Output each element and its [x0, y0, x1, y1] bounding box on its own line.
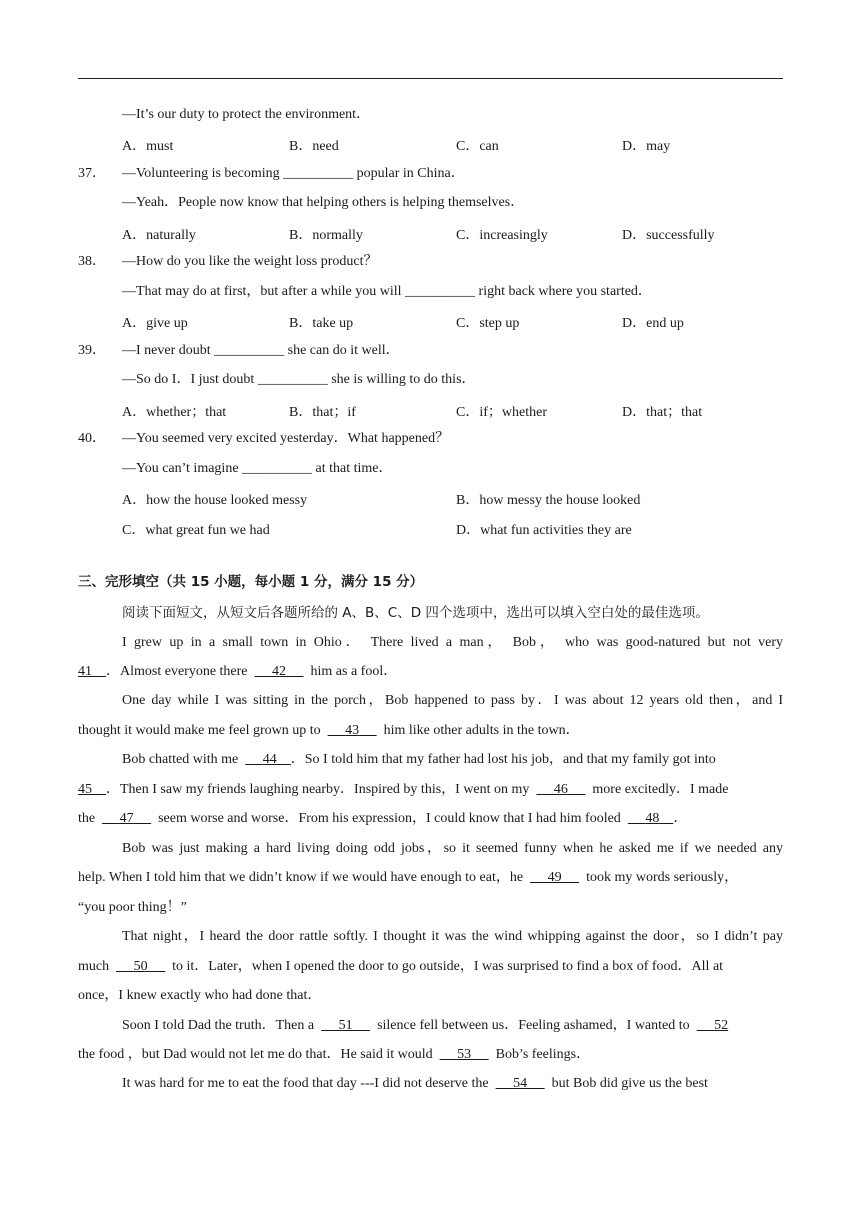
q37-option-c: C．increasingly: [456, 228, 548, 243]
blank-46: 46: [553, 782, 568, 797]
passage-line: once，I knew exactly who had done that．: [78, 988, 322, 1003]
q37-option-b: B．normally: [289, 228, 363, 243]
passage-line: “you poor thing！”: [78, 900, 187, 915]
blank-48: 48: [645, 811, 660, 826]
q40-number: 40．: [78, 431, 106, 446]
q40-option-a: A．how the house looked messy: [122, 493, 308, 508]
q36-option-d: D．may: [622, 139, 671, 154]
q38-answer: —That may do at first，but after a while you will __________ right back where you started．: [122, 284, 652, 299]
q40-option-c: C．what great fun we had: [122, 523, 270, 538]
passage-line: One day while I was sitting in the porch，Bob happened to pass by．I was about 12 years old then，and I: [122, 693, 783, 708]
q38-number: 38．: [78, 254, 106, 269]
passage-line: the 47 seem worse and worse．From his expression，I could know that I had him fooled 48 ．: [78, 811, 688, 826]
q39-number: 39．: [78, 343, 106, 358]
passage-line: It was hard for me to eat the food that day ---I did not deserve the 54 but Bob did give us the best: [122, 1076, 708, 1091]
q40-prompt: —You seemed very excited yesterday．What happened？: [122, 431, 450, 446]
passage-line: much 50 to it．Later，when I opened the door to go outside，I was surprised to find a box of food．All at: [78, 959, 724, 974]
q40-answer: —You can’t imagine __________ at that time．: [122, 461, 393, 476]
q38-option-d: D．end up: [622, 316, 684, 331]
q36-option-b: B．need: [289, 139, 339, 154]
q40-option-d: D．what fun activities they are: [456, 523, 632, 538]
passage-line: That night，I heard the door rattle softly. I thought it was the wind whipping against the door，so I didn’t pay: [122, 929, 783, 944]
blank-53: 53: [457, 1047, 472, 1062]
q38-option-c: C．step up: [456, 316, 520, 331]
blank-43: 43: [345, 723, 360, 738]
blank-44: 44: [262, 752, 277, 767]
passage-line: 45 ．Then I saw my friends laughing nearby．Inspired by this，I went on my 46 more excitedly．I made: [78, 782, 729, 797]
q37-option-a: A．naturally: [122, 228, 196, 243]
q39-answer: —So do I．I just doubt __________ she is willing to do this．: [122, 372, 476, 387]
q39-option-c: C．if；whether: [456, 405, 547, 420]
q36-option-c: C．can: [456, 139, 499, 154]
q38-prompt: —How do you like the weight loss product？: [122, 254, 378, 269]
q37-number: 37．: [78, 166, 106, 181]
blank-42: 42: [272, 664, 287, 679]
passage-line: 41 ．Almost everyone there 42 him as a fool．: [78, 664, 398, 679]
blank-54: 54: [513, 1076, 528, 1091]
blank-52: 52: [714, 1018, 729, 1033]
q37-option-d: D．successfully: [622, 228, 715, 243]
blank-47: 47: [119, 811, 134, 826]
q37-prompt: —Volunteering is becoming __________ popular in China．: [122, 166, 465, 181]
q37-answer: —Yeah．People now know that helping others is helping themselves．: [122, 195, 525, 210]
q36-answer: —It’s our duty to protect the environment．: [122, 107, 371, 122]
passage-line: I grew up in a small town in Ohio． There lived a man， Bob， who was good-natured but not very: [122, 635, 783, 650]
blank-50: 50: [133, 959, 148, 974]
q40-option-b: B．how messy the house looked: [456, 493, 641, 508]
passage-line: Bob chatted with me 44 ．So I told him that my father had lost his job，and that my family got into: [122, 752, 716, 767]
blank-51: 51: [338, 1018, 353, 1033]
passage-line: Bob was just making a hard living doing odd jobs，so it seemed funny when he asked me if we needed any: [122, 841, 783, 856]
q39-option-b: B．that；if: [289, 405, 356, 420]
q36-option-a: A．must: [122, 139, 174, 154]
passage-line: thought it would make me feel grown up to 43 him like other adults in the town．: [78, 723, 580, 738]
blank-41: 41: [78, 664, 92, 679]
passage-line: help. When I told him that we didn’t know if we would have enough to eat，he 49 took my words seriously，: [78, 870, 739, 885]
section-instruction: 阅读下面短文，从短文后各题所给的 A、B、C、D 四个选项中，选出可以填入空白处的最佳选项。: [122, 605, 709, 621]
blank-49: 49: [547, 870, 562, 885]
q38-option-a: A．give up: [122, 316, 188, 331]
section-heading: 三、完形填空（共 15 小题，每小题 1 分，满分 15 分）: [78, 574, 424, 590]
q39-option-d: D．that；that: [622, 405, 703, 420]
passage-line: the food ，but Dad would not let me do that．He said it would 53 Bob’s feelings．: [78, 1047, 591, 1062]
q39-prompt: —I never doubt __________ she can do it well．: [122, 343, 400, 358]
header-rule: [78, 78, 783, 79]
passage-line: Soon I told Dad the truth．Then a 51 silence fell between us．Feeling ashamed，I wanted to 52: [122, 1018, 729, 1033]
q39-option-a: A．whether；that: [122, 405, 227, 420]
q38-option-b: B．take up: [289, 316, 354, 331]
blank-45: 45: [78, 782, 92, 797]
